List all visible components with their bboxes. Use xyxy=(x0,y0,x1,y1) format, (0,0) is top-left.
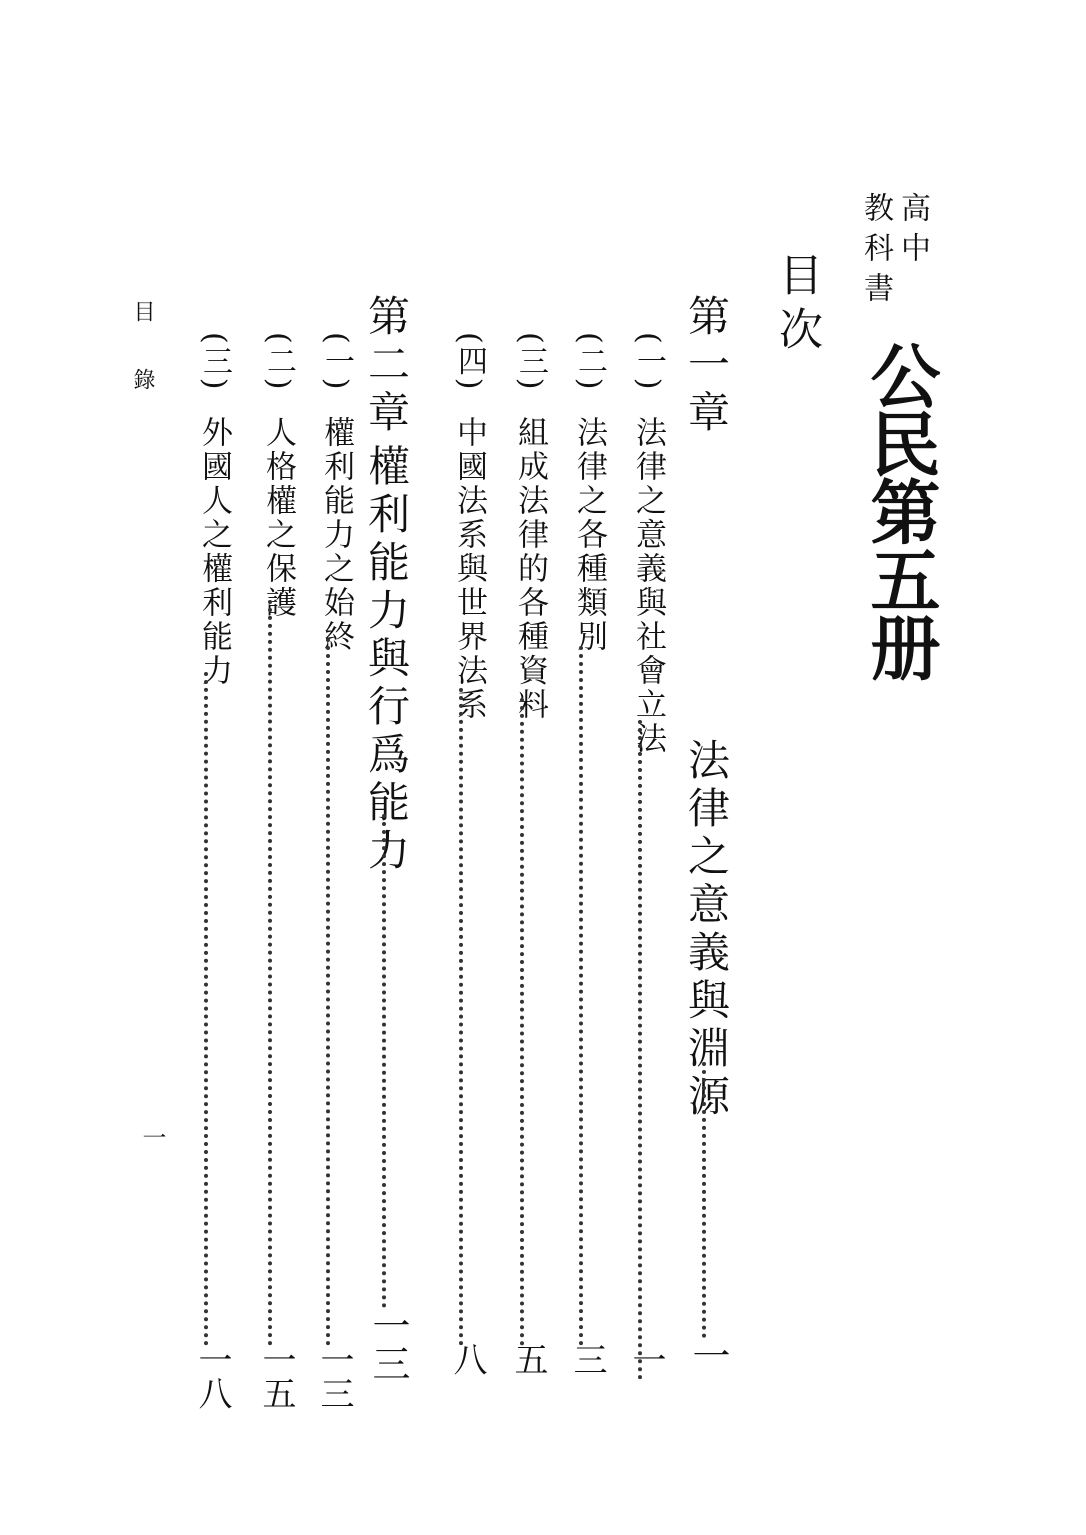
toc-entry-section-2-1[interactable] xyxy=(300,332,356,1410)
entry-number: 第二章 xyxy=(362,294,411,438)
entry-title: 人格權之保護 xyxy=(260,416,296,620)
dot-leader xyxy=(204,672,208,1346)
entry-page: 一五 xyxy=(256,1342,296,1410)
entry-number: (二) xyxy=(572,332,607,392)
entry-page: 一八 xyxy=(192,1342,232,1410)
book-title: 公民第五册 xyxy=(859,340,942,680)
dot-leader xyxy=(520,698,524,1346)
page-folio: 一 xyxy=(138,1125,166,1149)
toc-entry-section-1-3[interactable] xyxy=(494,332,550,1402)
entry-title: 外國人之權利能力 xyxy=(196,416,232,688)
toc-entry-section-2-2[interactable] xyxy=(242,332,298,1410)
entry-number: (三) xyxy=(513,332,548,392)
toc-entry-section-1-4[interactable] xyxy=(433,332,489,1402)
entry-page: 一 xyxy=(686,1336,730,1374)
entry-title: 法律之意義與淵源 xyxy=(682,738,731,1122)
series-label-line1: 高中 xyxy=(895,192,930,272)
toc-entry-section-1-1[interactable] xyxy=(612,332,668,1402)
entry-title: 法律之各種類別 xyxy=(571,416,607,654)
entry-title: 組成法律的各種資料 xyxy=(512,416,548,722)
entry-number: (二) xyxy=(261,332,296,392)
toc-entry-chapter-2[interactable] xyxy=(356,294,412,1382)
toc-entry-section-1-2[interactable] xyxy=(553,332,609,1402)
entry-page: 八 xyxy=(447,1342,487,1376)
dot-leader xyxy=(702,1062,706,1338)
toc-entry-chapter-1[interactable] xyxy=(676,294,732,1374)
entry-page: 五 xyxy=(508,1342,548,1376)
running-head: 目錄 xyxy=(130,300,155,436)
dot-leader xyxy=(326,638,330,1346)
entry-page: 三 xyxy=(567,1342,607,1376)
series-label-line2: 教科書 xyxy=(858,192,893,312)
entry-title: 權利能力與行爲能力 xyxy=(362,444,411,876)
dot-leader xyxy=(382,814,386,1308)
entry-page: 一三 xyxy=(366,1306,410,1382)
dot-leader xyxy=(268,600,272,1346)
entry-title: 法律之意義與社會立法 xyxy=(630,416,666,756)
entry-title: 權利能力之始終 xyxy=(318,416,354,654)
toc-heading: 目次 xyxy=(771,252,822,360)
dot-leader xyxy=(638,720,642,1380)
toc-entry-section-2-3[interactable] xyxy=(178,332,234,1410)
entry-number: (四) xyxy=(452,332,487,392)
entry-page: 一 xyxy=(626,1342,666,1376)
entry-number: (三) xyxy=(197,332,232,392)
entry-page: 一三 xyxy=(314,1342,354,1410)
entry-number: (一) xyxy=(631,332,666,392)
dot-leader xyxy=(459,688,463,1346)
entry-number: (一) xyxy=(319,332,354,392)
dot-leader xyxy=(579,646,583,1346)
entry-title: 中國法系與世界法系 xyxy=(451,416,487,722)
entry-number: 第一章 xyxy=(682,294,731,438)
